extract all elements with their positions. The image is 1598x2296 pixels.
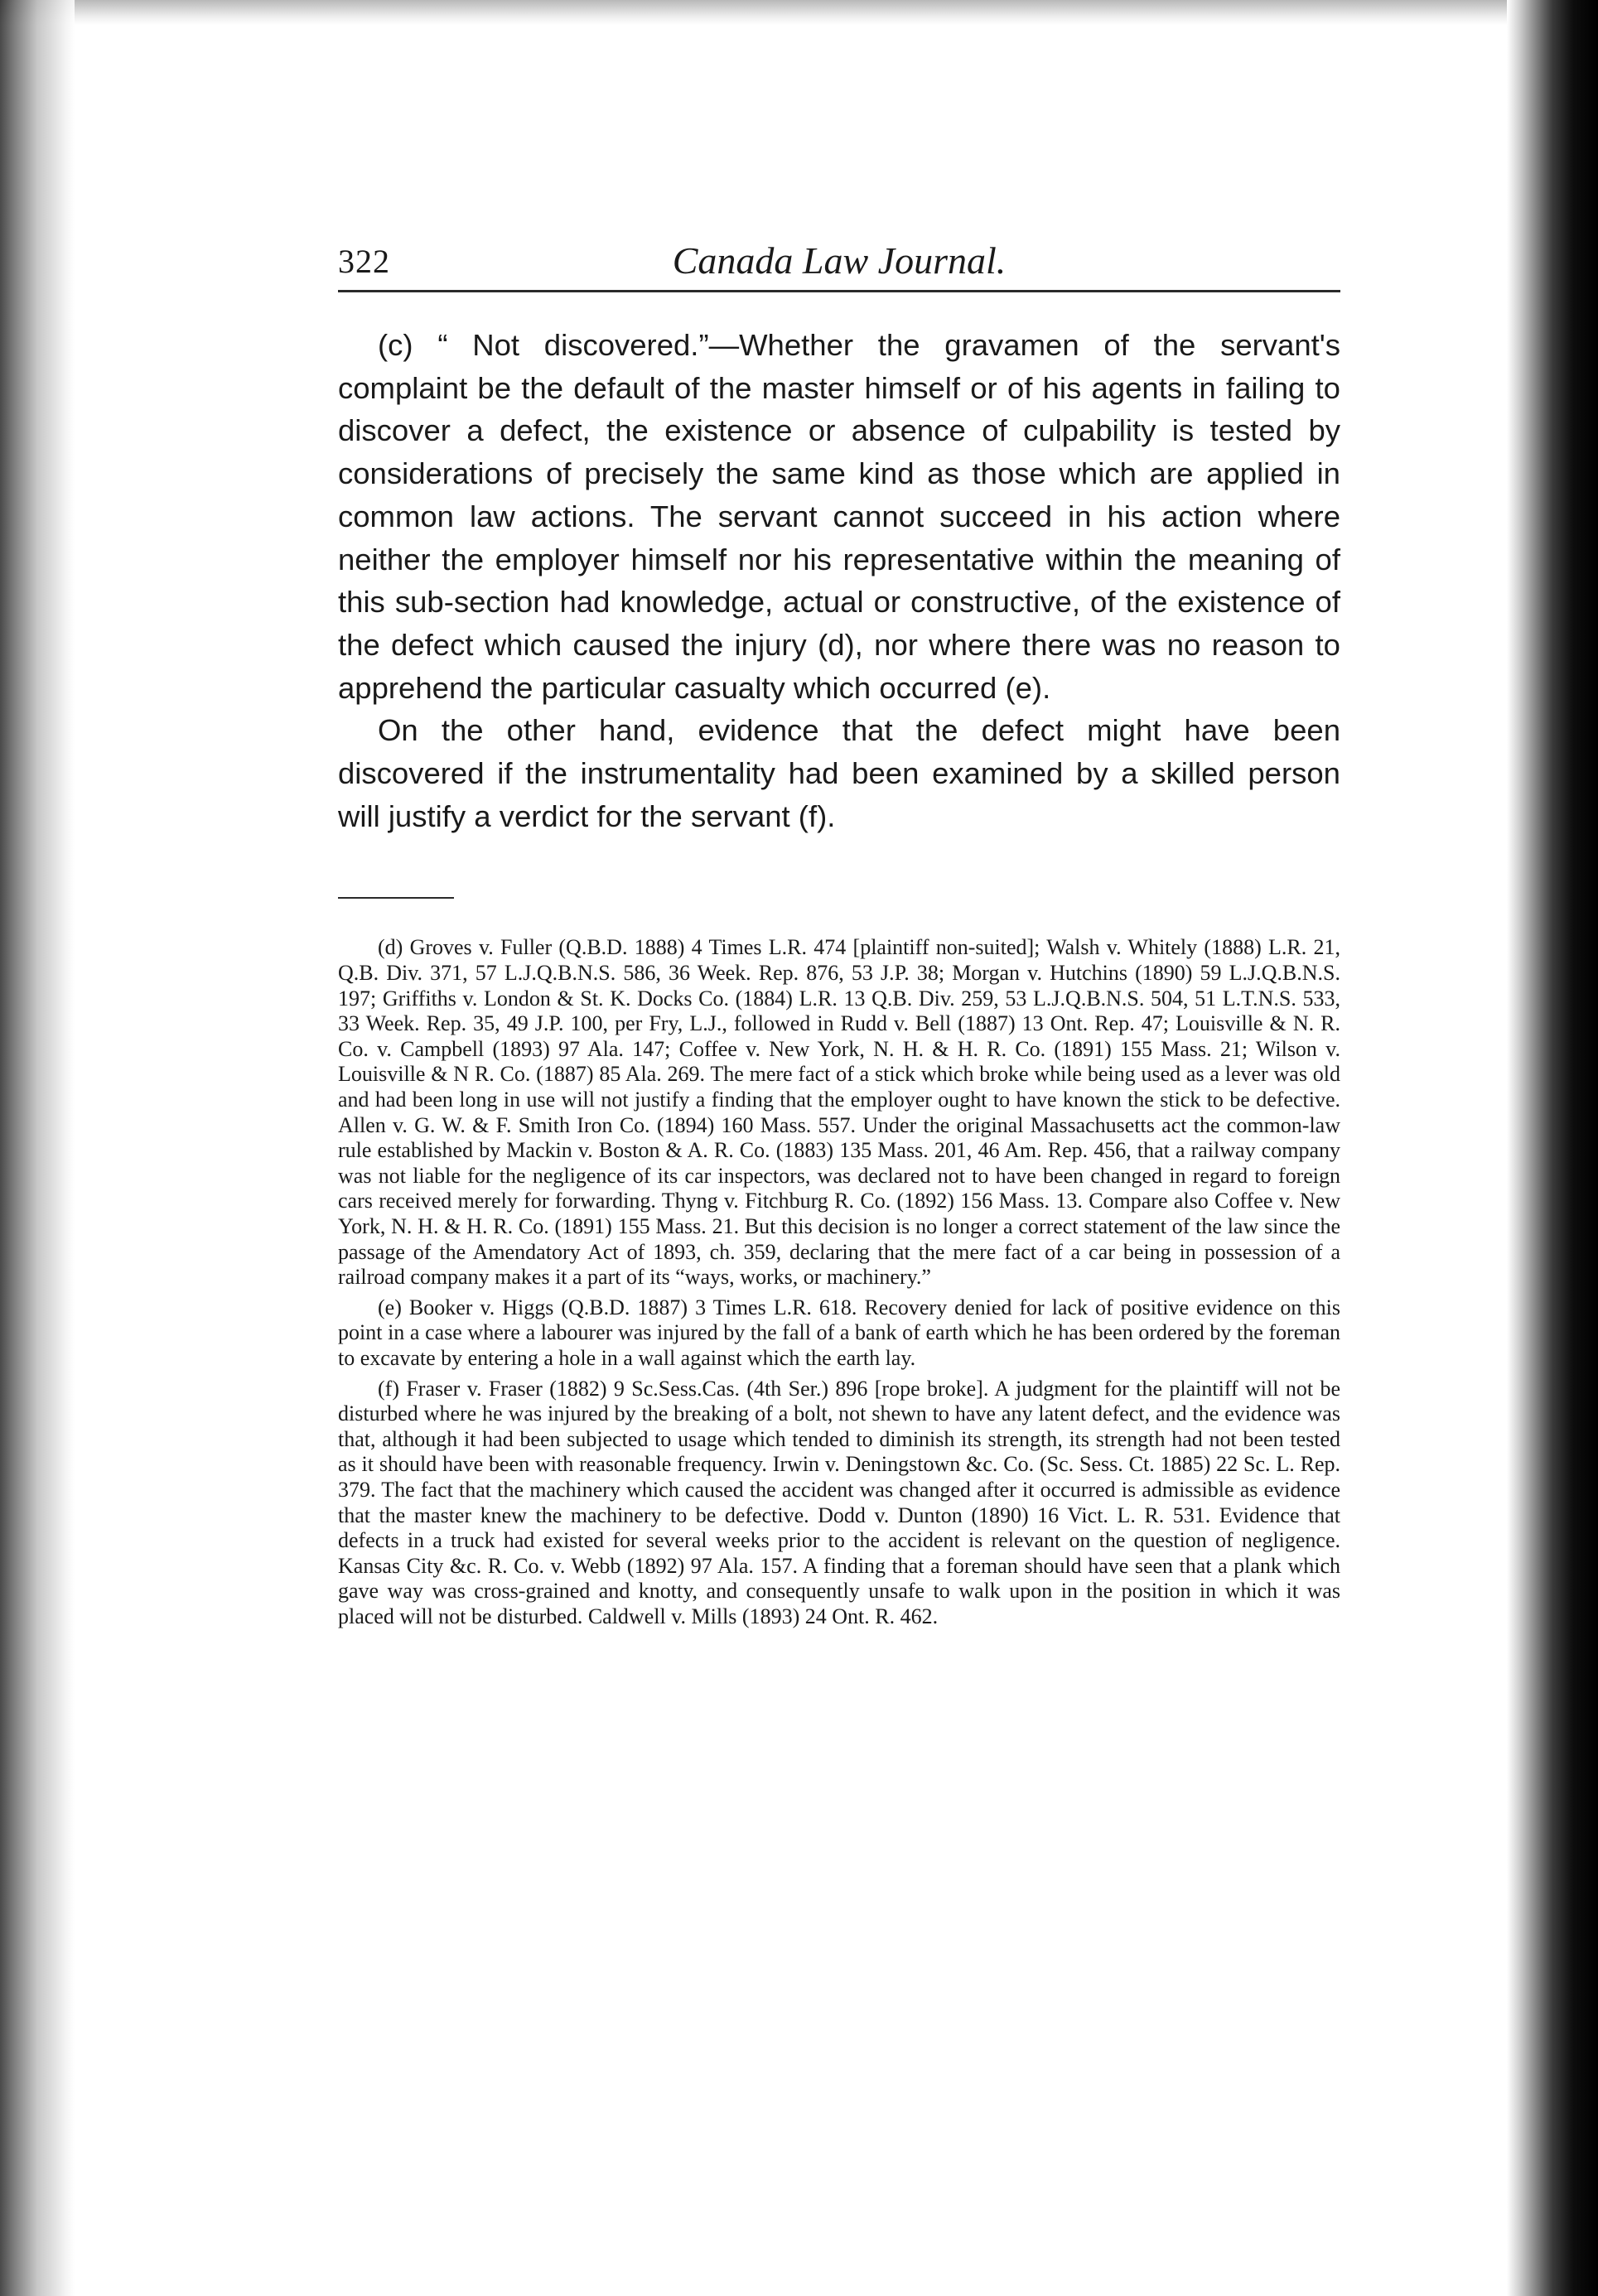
scan-right-edge [1507,0,1598,2296]
scan-top-edge [0,0,1598,25]
footnote-e: (e) Booker v. Higgs (Q.B.D. 1887) 3 Times L.R. 618. Recovery denied for lack of positive evidence on this point in a case where a labourer was injured by the fall of a bank of earth which he has been ordered by the foreman to excavate by entering a hole in a wall against which the earth lay. [338,1295,1340,1370]
page-number: 322 [338,243,390,280]
footnote-f: (f) Fraser v. Fraser (1882) 9 Sc.Sess.Cas. (4th Ser.) 896 [rope broke]. A judgment for the plaintiff will not be disturbed where he was injured by the breaking of a bolt, not shewn to have any latent defect, and the evidence was that, although it had been subjected to usage which tended to diminish its strength, its strength had not been tested as it should have been with reasonable frequency. Irwin v. Deningstown &c. Co. (Sc. Sess. Ct. 1885) 22 Sc. L. Rep. 379. The fact that the machinery which caused the accident was changed after it occurred is admissible as evidence that the master knew the machinery to be defective. Dodd v. Dunton (1890) 16 Vict. L. R. 531. Evidence that defects in a truck had existed for several weeks prior to the accident is relevant on the question of negligence. Kansas City &c. R. Co. v. Webb (1892) 97 Ala. 157. A finding that a foreman should have seen that a plank which gave way was cross-grained and knotty, and consequently unsafe to walk upon in the position in which it was placed will not be disturbed. Caldwell v. Mills (1893) 24 Ont. R. 462. [338,1376,1340,1628]
body-paragraph-not-discovered: (c) “ Not discovered.”—Whether the gravamen of the servant's complaint be the default of the master himself or of his agents in failing to discover a defect, the existence or absence of culpability is tested by considerations of precisely the same kind as those which are applied in common law actions. The servant cannot succeed in his action where neither the employer himself nor his representative within the meaning of this sub-section had knowledge, actual or constructive, of the existence of the defect which caused the injury (d), nor where there was no reason to apprehend the particular casualty which occurred (e). [338,328,1340,705]
scan-left-edge [0,0,75,2296]
body-text [338,324,1340,837]
footnotes [338,935,1340,1629]
running-head [338,224,1340,292]
body-paragraph-other-hand: On the other hand, evidence that the defect might have been discovered if the instrumentality had been examined by a skilled person will justify a verdict for the servant (f). [338,713,1340,833]
journal-title: Canada Law Journal. [672,239,1007,282]
page-content [338,224,1340,1634]
footnote-separator-rule [338,897,454,899]
footnote-d: (d) Groves v. Fuller (Q.B.D. 1888) 4 Times L.R. 474 [plaintiff non-suited]; Walsh v. Whitely (1888) L.R. 21, Q.B. Div. 371, 57 L.J.Q.B.N.S. 586, 36 Week. Rep. 876, 53 J.P. 38; Morgan v. Hutchins (1890) 59 L.J.Q.B.N.S. 197; Griffiths v. London & St. K. Docks Co. (1884) L.R. 13 Q.B. Div. 259, 53 L.J.Q.B.N.S. 504, 51 L.T.N.S. 533, 33 Week. Rep. 35, 49 J.P. 100, per Fry, L.J., followed in Rudd v. Bell (1887) 13 Ont. Rep. 47; Louisville & N. R. Co. v. Campbell (1893) 97 Ala. 147; Coffee v. New York, N. H. & H. R. Co. (1891) 155 Mass. 21; Wilson v. Louisville & N R. Co. (1887) 85 Ala. 269. The mere fact of a stick which broke while being used as a lever was old and had been long in use will not justify a finding that the employer ought to have known the stick to be defective. Allen v. G. W. & F. Smith Iron Co. (1894) 160 Mass. 557. Under the original Massachusetts act the common-law rule established by Mackin v. Boston & A. R. Co. (1883) 135 Mass. 201, 46 Am. Rep. 456, that a railway company was not liable for the negligence of its car inspectors, was declared not to have been changed in regard to foreign cars received merely for forwarding. Thyng v. Fitchburg R. Co. (1892) 156 Mass. 13. Compare also Coffee v. New York, N. H. & H. R. Co. (1891) 155 Mass. 21. But this decision is no longer a correct statement of the law since the passage of the Amendatory Act of 1893, ch. 359, declaring that the mere fact of a car being in possession of a railroad company makes it a part of its “ways, works, or machinery.” [338,935,1340,1290]
